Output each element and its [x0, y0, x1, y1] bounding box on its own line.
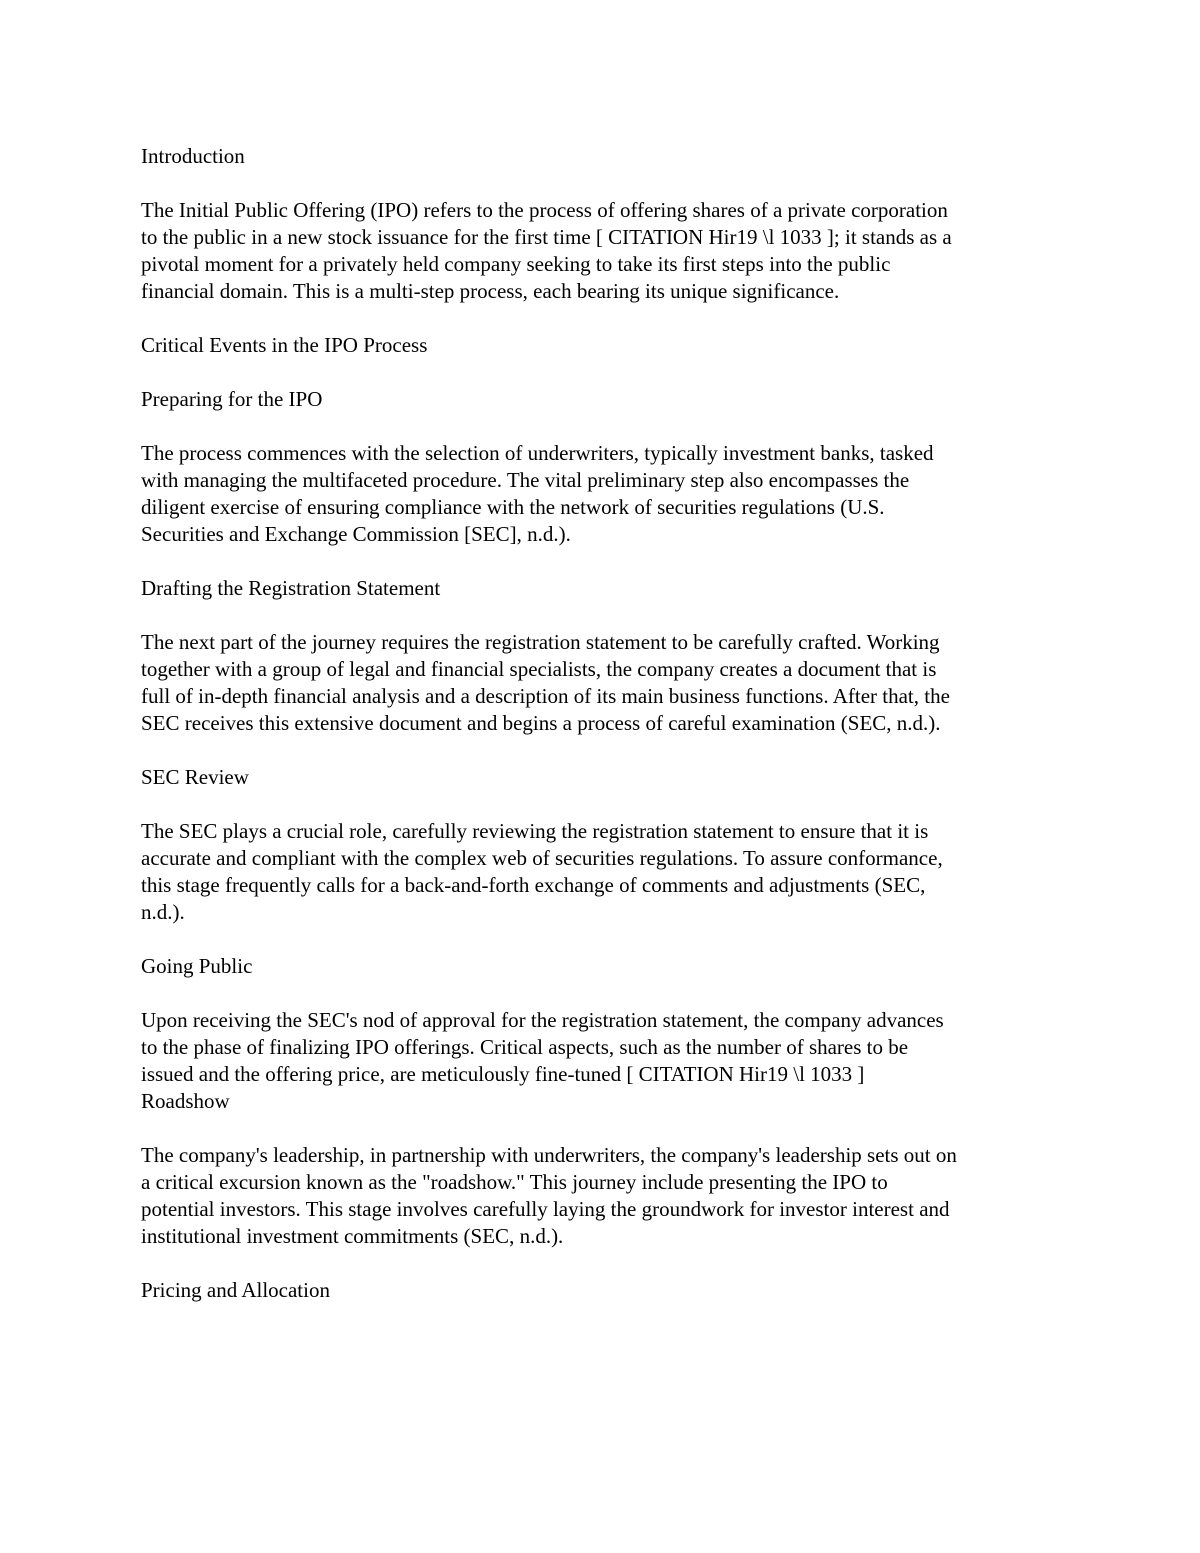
heading-sec-review: SEC Review: [141, 765, 249, 789]
text-line: Securities and Exchange Commission [SEC], n.d.).: [141, 522, 571, 546]
text-line: potential investors. This stage involves carefully laying the groundwork for investor interest and: [141, 1197, 950, 1221]
heading-introduction: Introduction: [141, 144, 245, 168]
text-line: Upon receiving the SEC's nod of approval for the registration statement, the company advances: [141, 1008, 944, 1032]
text-line: with managing the multifaceted procedure. The vital preliminary step also encompasses the: [141, 468, 910, 492]
text-line: financial domain. This is a multi-step process, each bearing its unique significance.: [141, 279, 840, 303]
paragraph-drafting: [141, 629, 1061, 737]
text-line: n.d.).: [141, 900, 185, 924]
heading-going-public: Going Public: [141, 954, 253, 978]
text-line: The next part of the journey requires the registration statement to be carefully crafted. Working: [141, 630, 940, 654]
heading-preparing: Preparing for the IPO: [141, 387, 323, 411]
heading-roadshow: Roadshow: [141, 1089, 230, 1113]
text-line: diligent exercise of ensuring compliance with the network of securities regulations (U.S.: [141, 495, 885, 519]
text-line: a critical excursion known as the "roadshow." This journey include presenting the IPO to: [141, 1170, 888, 1194]
paragraph-going-public: [141, 1007, 1061, 1115]
text-line: issued and the offering price, are meticulously fine-tuned [ CITATION Hir19 \l 1033 ]: [141, 1062, 865, 1086]
text-line: this stage frequently calls for a back-and-forth exchange of comments and adjustments (SEC,: [141, 873, 926, 897]
paragraph-preparing: [141, 440, 1061, 548]
paragraph-sec-review: [141, 818, 1061, 926]
text-line: full of in-depth financial analysis and a description of its main business functions. After that, the: [141, 684, 950, 708]
text-line: to the phase of finalizing IPO offerings. Critical aspects, such as the number of shares to be: [141, 1035, 909, 1059]
text-line: to the public in a new stock issuance for the first time [ CITATION Hir19 \l 1033 ]; it stands as a: [141, 225, 952, 249]
heading-drafting: Drafting the Registration Statement: [141, 576, 441, 600]
text-line: The process commences with the selection of underwriters, typically investment banks, tasked: [141, 441, 934, 465]
text-line: SEC receives this extensive document and begins a process of careful examination (SEC, n.d.).: [141, 711, 941, 735]
text-line: accurate and compliant with the complex web of securities regulations. To assure conformance,: [141, 846, 943, 870]
heading-pricing-allocation: Pricing and Allocation: [141, 1278, 330, 1302]
text-line: The company's leadership, in partnership with underwriters, the company's leadership sets out on: [141, 1143, 957, 1167]
paragraph-roadshow: [141, 1142, 1061, 1250]
paragraph-introduction: [141, 197, 1061, 305]
text-line: The Initial Public Offering (IPO) refers to the process of offering shares of a private corporation: [141, 198, 948, 222]
text-line: together with a group of legal and financial specialists, the company creates a document that is: [141, 657, 937, 681]
text-line: pivotal moment for a privately held company seeking to take its first steps into the public: [141, 252, 891, 276]
document-body: [141, 143, 1061, 1331]
heading-critical-events: Critical Events in the IPO Process: [141, 333, 428, 357]
text-line: The SEC plays a crucial role, carefully reviewing the registration statement to ensure that it is: [141, 819, 929, 843]
text-line: institutional investment commitments (SEC, n.d.).: [141, 1224, 564, 1248]
